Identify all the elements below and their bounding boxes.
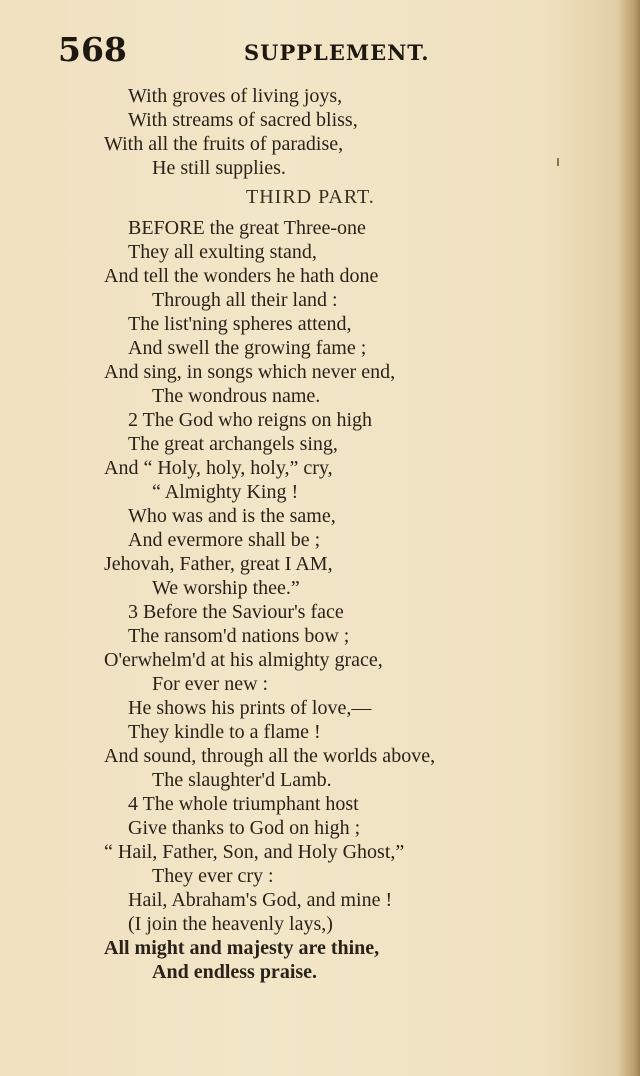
verse-line: The wondrous name.: [152, 385, 321, 407]
verse-line: Hail, Abraham's God, and mine !: [128, 889, 393, 911]
verse-line: They ever cry :: [152, 865, 274, 887]
print-speck: [557, 158, 559, 166]
verse-line: And evermore shall be ;: [128, 529, 321, 551]
verse-line: And endless praise.: [152, 961, 318, 983]
verse-line: With streams of sacred bliss,: [128, 109, 358, 131]
verse-line: (I join the heavenly lays,): [128, 913, 333, 935]
verse-line: And sound, through all the worlds above,: [104, 745, 436, 767]
verse-line: Who was and is the same,: [128, 505, 336, 527]
verse-line: 2 The God who reigns on high: [128, 409, 373, 431]
page-header: [58, 30, 458, 74]
verse-line: They all exulting stand,: [128, 241, 317, 263]
verse-line: With all the fruits of paradise,: [104, 133, 344, 155]
verse-line: We worship thee.”: [152, 577, 300, 599]
verse-line: And swell the growing fame ;: [128, 337, 367, 359]
verse-line: The great archangels sing,: [128, 433, 338, 455]
verse-line: All might and majesty are thine,: [104, 937, 380, 959]
verse-line: BEFORE the great Three-one: [128, 217, 366, 239]
verse-line: And tell the wonders he hath done: [104, 265, 379, 287]
verse-line: And “ Holy, holy, holy,” cry,: [104, 457, 333, 479]
verse-line: And sing, in songs which never end,: [104, 361, 396, 383]
verse-line: “ Hail, Father, Son, and Holy Ghost,”: [104, 841, 405, 863]
verse-line: Jehovah, Father, great I AM,: [104, 553, 333, 575]
verse-line: Through all their land :: [152, 289, 338, 311]
page-edge-shadow: [618, 0, 640, 1076]
verse-line: 4 The whole triumphant host: [128, 793, 359, 815]
verse-line: Give thanks to God on high ;: [128, 817, 361, 839]
verse-line: The ransom'd nations bow ;: [128, 625, 350, 647]
running-head: SUPPLEMENT.: [244, 40, 430, 65]
verse-line: He still supplies.: [152, 157, 286, 179]
verse-line: 3 Before the Saviour's face: [128, 601, 344, 623]
section-title: THIRD PART.: [246, 186, 375, 208]
verse-line: “ Almighty King !: [152, 481, 299, 503]
verse-line: For ever new :: [152, 673, 269, 695]
page-number: 568: [58, 30, 127, 69]
verse-line: He shows his prints of love,—: [128, 697, 372, 719]
verse-line: The list'ning spheres attend,: [128, 313, 352, 335]
verse-line: With groves of living joys,: [128, 85, 343, 107]
verse-line: The slaughter'd Lamb.: [152, 769, 332, 791]
verse-line: O'erwhelm'd at his almighty grace,: [104, 649, 383, 671]
verse-line: They kindle to a flame !: [128, 721, 321, 743]
